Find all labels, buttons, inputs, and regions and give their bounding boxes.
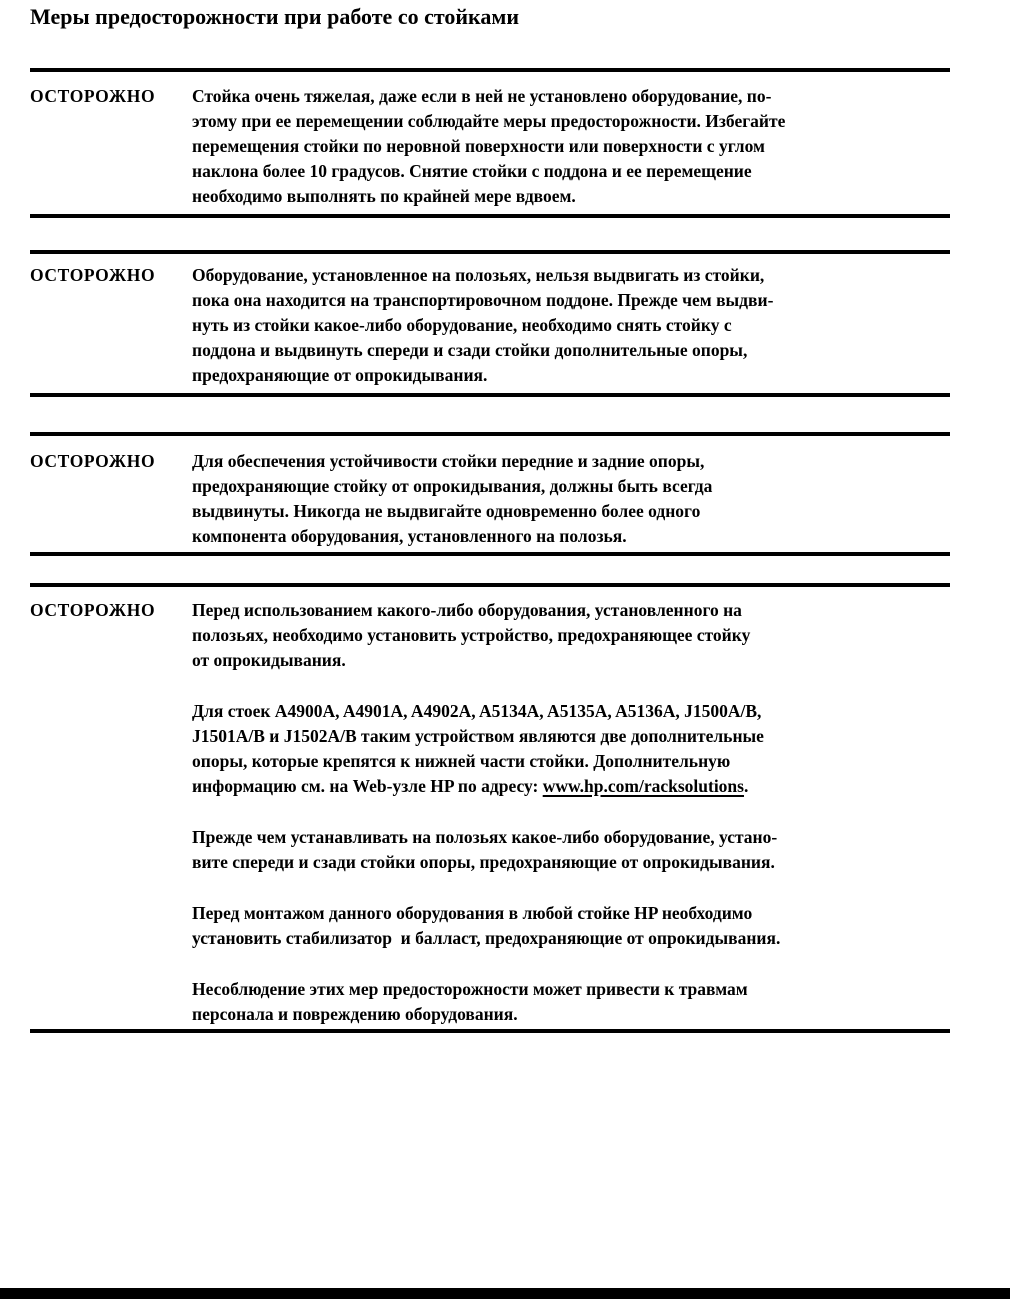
text-line: поддона и выдвинуть спереди и сзади стойки дополнительные опоры, xyxy=(192,340,748,360)
text-line: компонента оборудования, установленного на полозья. xyxy=(192,526,627,546)
text-line: нуть из стойки какое-либо оборудование, необходимо снять стойку с xyxy=(192,315,732,335)
text-line: Перед использованием какого-либо оборудования, установленного на xyxy=(192,600,742,620)
warning-text xyxy=(192,449,950,549)
text-line: наклона более 10 градусов. Снятие стойки с поддона и ее перемещение xyxy=(192,161,752,181)
warning-paragraph xyxy=(192,84,950,209)
text-line: информацию см. на Web-узле HP по адресу: www.hp.com/racksolutions. xyxy=(192,776,749,796)
text-line: пока она находится на транспортировочном поддоне. Прежде чем выдви- xyxy=(192,290,774,310)
text-line: установить стабилизатор и балласт, предохраняющие от опрокидывания. xyxy=(192,928,781,948)
text-line: этому при ее перемещении соблюдайте меры предосторожности. Избегайте xyxy=(192,111,786,131)
warning-block xyxy=(30,68,950,218)
text-line: персонала и повреждению оборудования. xyxy=(192,1004,518,1024)
warning-label: ОСТОРОЖНО xyxy=(30,451,156,471)
warning-label: ОСТОРОЖНО xyxy=(30,600,156,620)
page-title: Меры предосторожности при работе со стойками xyxy=(30,4,520,29)
warning-block xyxy=(30,432,950,556)
text-line: полозьях, необходимо установить устройство, предохраняющее стойку xyxy=(192,625,751,645)
text-line: перемещения стойки по неровной поверхности или поверхности с углом xyxy=(192,136,765,156)
text-line: опоры, которые крепятся к нижней части стойки. Дополнительную xyxy=(192,751,731,771)
warning-paragraph xyxy=(192,699,950,799)
text-line: предохраняющие от опрокидывания. xyxy=(192,365,488,385)
warning-paragraph xyxy=(192,977,950,1027)
warning-paragraph xyxy=(192,825,950,875)
text-line: J1501A/B и J1502A/B таким устройством являются две дополнительные xyxy=(192,726,764,746)
warning-paragraph xyxy=(192,263,950,388)
text-line: Перед монтажом данного оборудования в любой стойке HP необходимо xyxy=(192,903,753,923)
text-line: необходимо выполнять по крайней мере вдвоем. xyxy=(192,186,576,206)
text-line: выдвинуты. Никогда не выдвигайте одновременно более одного xyxy=(192,501,701,521)
text-line: вите спереди и сзади стойки опоры, предохраняющие от опрокидывания. xyxy=(192,852,775,872)
warning-text xyxy=(192,598,950,1027)
text-line: Для стоек A4900A, A4901A, A4902A, A5134A, A5135A, A5136A, J1500A/B, xyxy=(192,701,762,721)
warning-label: ОСТОРОЖНО xyxy=(30,86,156,106)
hp-racksolutions-link[interactable]: www.hp.com/racksolutions xyxy=(542,776,744,796)
text-line: Оборудование, установленное на полозьях, нельзя выдвигать из стойки, xyxy=(192,265,765,285)
warning-block xyxy=(30,250,950,397)
text-line: предохраняющие стойку от опрокидывания, должны быть всегда xyxy=(192,476,713,496)
warning-paragraph xyxy=(192,901,950,951)
text-line: Прежде чем устанавливать на полозьях какое-либо оборудование, устано- xyxy=(192,827,778,847)
warning-text xyxy=(192,84,950,209)
warning-text xyxy=(192,263,950,388)
text-line: Для обеспечения устойчивости стойки передние и задние опоры, xyxy=(192,451,705,471)
warning-paragraph xyxy=(192,449,950,549)
warning-block xyxy=(30,583,950,1033)
warning-label: ОСТОРОЖНО xyxy=(30,265,156,285)
warning-paragraph xyxy=(192,598,950,673)
text-line: Стойка очень тяжелая, даже если в ней не установлено оборудование, по- xyxy=(192,86,772,106)
page-bottom-rule xyxy=(0,1288,1010,1299)
warnings-container xyxy=(30,0,950,1033)
text-line: Несоблюдение этих мер предосторожности может привести к травмам xyxy=(192,979,748,999)
text-line: от опрокидывания. xyxy=(192,650,346,670)
